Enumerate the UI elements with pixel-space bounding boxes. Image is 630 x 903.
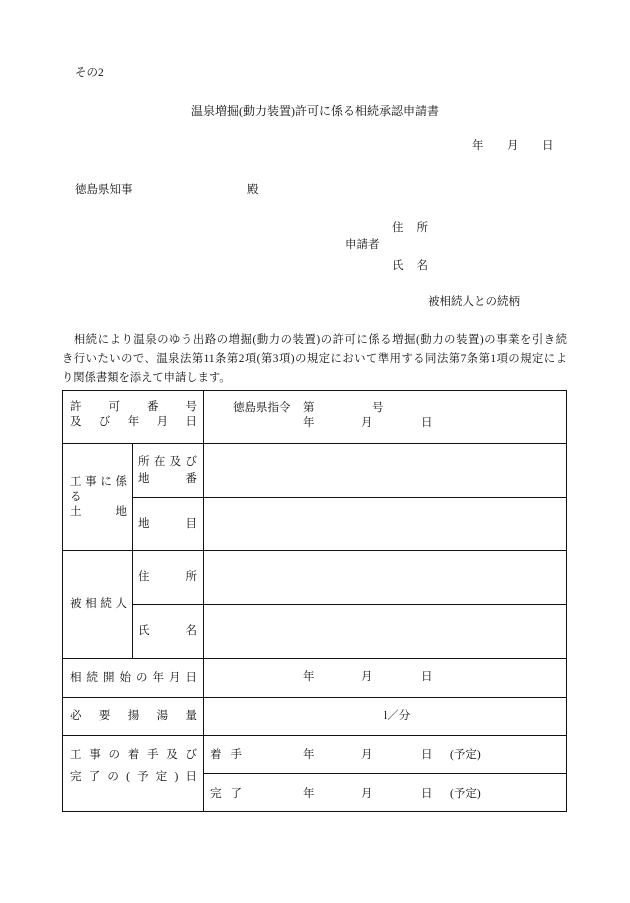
decedent-name-value-cell bbox=[204, 605, 567, 659]
inheritance-year-label: 年 bbox=[303, 671, 315, 683]
permit-label-cell bbox=[63, 391, 204, 444]
addressee-name: 徳島県知事 bbox=[75, 184, 133, 196]
permit-month-label: 月 bbox=[361, 417, 373, 429]
applicant-relationship-label: 被相続人との続柄 bbox=[428, 296, 520, 308]
construction-completion-cell bbox=[204, 774, 567, 812]
construction-start-month-label: 月 bbox=[361, 749, 373, 761]
required-pumping-label-cell bbox=[63, 698, 204, 736]
decedent-address-value-cell bbox=[204, 551, 567, 605]
permit-issuer: 徳島県指令 bbox=[233, 402, 291, 414]
permit-number-suffix: 号 bbox=[372, 402, 384, 414]
land-category-value-cell bbox=[204, 498, 567, 551]
construction-completion-month-label: 月 bbox=[361, 788, 373, 800]
applicant-name-label: 氏名 bbox=[392, 260, 428, 272]
application-table bbox=[62, 390, 567, 812]
land-group-label-line2: 土地 bbox=[70, 505, 127, 518]
construction-start-year-label: 年 bbox=[303, 749, 315, 761]
decedent-address-label: 住所 bbox=[138, 571, 197, 583]
permit-label-line2: 及び年月日 bbox=[70, 416, 197, 428]
land-group-label-line1: 工事に係る bbox=[70, 475, 127, 503]
body-text-line: 相続により温泉のゆう出路の増掘(動力の装置)の許可に係る増掘(動力の装置)の事業を引き続 bbox=[62, 334, 567, 346]
construction-label-line1: 工事の着手及び bbox=[70, 749, 197, 761]
date-day-label: 日 bbox=[542, 140, 554, 152]
permit-label-line1: 許可番号 bbox=[70, 401, 197, 413]
body-text-line: り関係書類を添えて申請します。 bbox=[62, 372, 231, 384]
land-category-label: 地目 bbox=[138, 517, 197, 530]
decedent-name-label: 氏名 bbox=[138, 625, 197, 637]
land-group-label-cell bbox=[63, 444, 133, 551]
applicant-role-label: 申請者 bbox=[345, 239, 380, 251]
decedent-group-label-cell bbox=[63, 551, 133, 659]
inheritance-month-label: 月 bbox=[361, 671, 373, 683]
addressee-honorific: 殿 bbox=[247, 184, 259, 196]
land-location-label-line1: 所在及び bbox=[138, 455, 197, 468]
form-number: その2 bbox=[75, 67, 104, 79]
construction-label-line2: 完了の(予定)日 bbox=[70, 771, 197, 783]
required-pumping-label: 必要揚湯量 bbox=[70, 710, 197, 722]
permit-year-label: 年 bbox=[303, 417, 315, 429]
construction-completion-year-label: 年 bbox=[303, 788, 315, 800]
decedent-address-label-cell bbox=[133, 551, 204, 605]
construction-start-label: 着手 bbox=[210, 749, 242, 761]
inheritance-start-label-cell bbox=[63, 659, 204, 698]
permit-value-cell bbox=[204, 391, 567, 444]
construction-completion-planned-note: (予定) bbox=[450, 788, 481, 800]
document-title: 温泉増掘(動力装置)許可に係る相続承認申請書 bbox=[191, 104, 439, 118]
date-month-label: 月 bbox=[507, 140, 519, 152]
applicant-address-label: 住所 bbox=[392, 222, 428, 234]
land-location-label-cell bbox=[133, 444, 204, 498]
permit-day-label: 日 bbox=[421, 417, 433, 429]
land-location-value-cell bbox=[204, 444, 567, 498]
pumping-unit: l／分 bbox=[384, 710, 411, 722]
construction-completion-label: 完了 bbox=[210, 788, 242, 800]
permit-number-prefix: 第 bbox=[303, 402, 315, 414]
required-pumping-value-cell bbox=[204, 698, 567, 736]
date-year-label: 年 bbox=[472, 140, 484, 152]
decedent-name-label-cell bbox=[133, 605, 204, 659]
land-location-label-line2: 地番 bbox=[138, 472, 197, 485]
construction-completion-day-label: 日 bbox=[421, 788, 433, 800]
inheritance-day-label: 日 bbox=[421, 671, 433, 683]
construction-label-cell bbox=[63, 736, 204, 812]
body-text-line: き行いたいので、温泉法第11条第2項(第3項)の規定において準用する同法第7条第1項の規定によ bbox=[62, 353, 567, 365]
inheritance-start-value-cell bbox=[204, 659, 567, 698]
construction-start-day-label: 日 bbox=[421, 749, 433, 761]
inheritance-start-label: 相続開始の年月日 bbox=[70, 671, 197, 684]
construction-start-cell bbox=[204, 736, 567, 774]
construction-start-planned-note: (予定) bbox=[450, 749, 481, 761]
land-category-label-cell bbox=[133, 498, 204, 551]
decedent-group-label: 被相続人 bbox=[70, 598, 127, 610]
